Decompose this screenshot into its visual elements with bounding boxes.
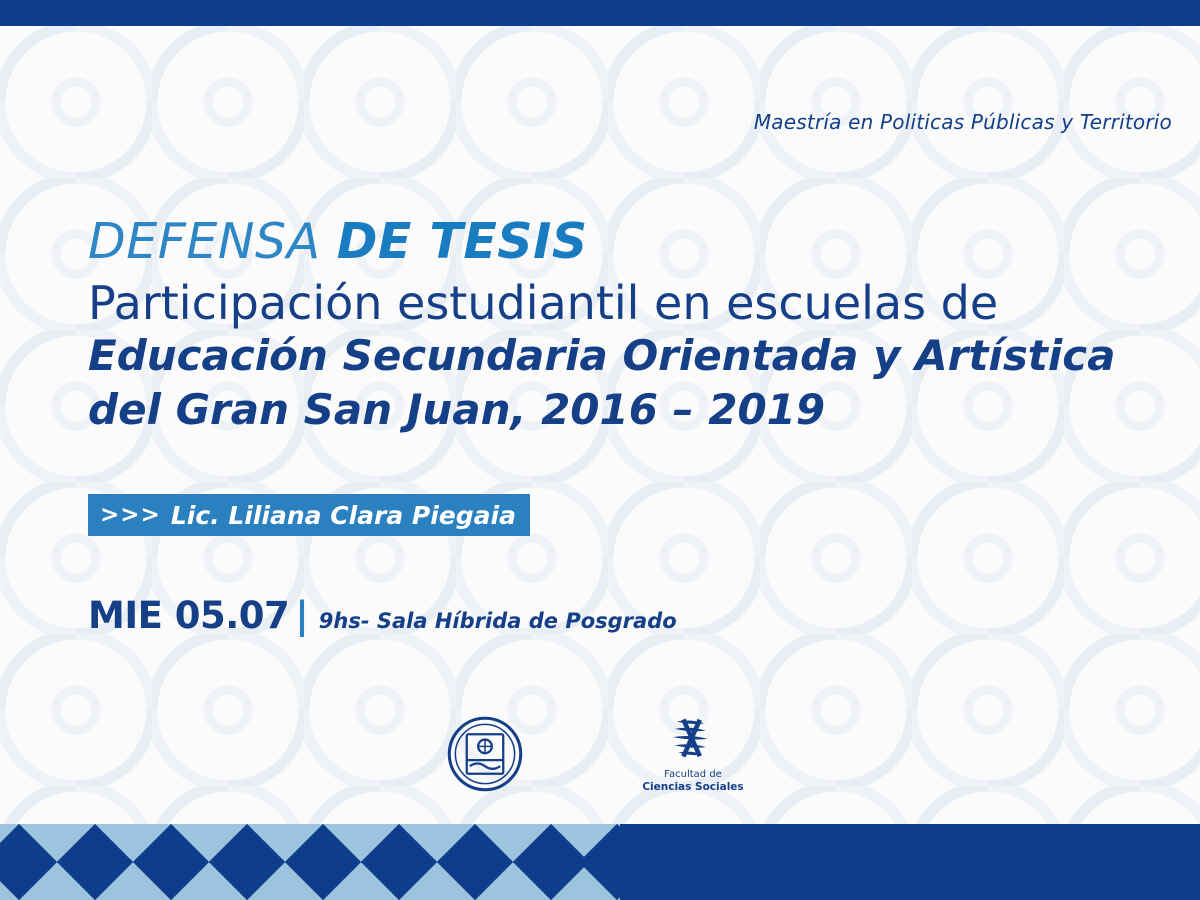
event-kind <box>88 213 1098 270</box>
bottom-band <box>0 824 1200 900</box>
event-time: 9hs <box>318 609 361 633</box>
speaker-banner <box>88 494 530 536</box>
unsj-logo <box>447 716 523 792</box>
faculty-logo <box>633 716 753 793</box>
diamond-shape <box>133 824 209 900</box>
logo-row <box>0 716 1200 826</box>
diamond-shape <box>0 824 57 900</box>
thesis-title-line-1: Participación estudiantil en escuelas de <box>88 275 999 330</box>
diamond-shape <box>285 824 361 900</box>
event-place: - Sala Híbrida de Posgrado <box>360 609 677 633</box>
date-separator: | <box>295 594 309 637</box>
date-row <box>88 594 677 637</box>
diamond-shape <box>57 824 133 900</box>
faculty-name-line-2: Ciencias Sociales <box>642 780 744 793</box>
thesis-title-line-2: Educación Secundaria Orientada y Artística <box>88 331 1116 381</box>
top-bar <box>0 0 1200 26</box>
diamond-shape <box>209 824 285 900</box>
arrows-icon: >>> <box>100 502 161 528</box>
faculty-name-line-1: Facultad de <box>664 769 722 780</box>
event-kind-light: DEFENSA <box>88 213 337 270</box>
bottom-right-strip <box>620 824 1200 900</box>
poster-content <box>0 26 1200 824</box>
event-kind-bold: DE TESIS <box>336 213 588 270</box>
program-line: Maestría en Politicas Públicas y Territorio <box>753 110 1172 134</box>
diamond-shape <box>361 824 437 900</box>
diamond-shape <box>513 824 589 900</box>
event-date: MIE 05.07 <box>88 594 290 637</box>
heading-block <box>88 213 1116 435</box>
diamond-pattern <box>0 824 620 900</box>
thesis-title-line-3: del Gran San Juan, 2016 – 2019 <box>88 385 826 434</box>
speaker-name: Lic. Liliana Clara Piegaia <box>170 500 516 530</box>
diamond-shape <box>437 824 513 900</box>
